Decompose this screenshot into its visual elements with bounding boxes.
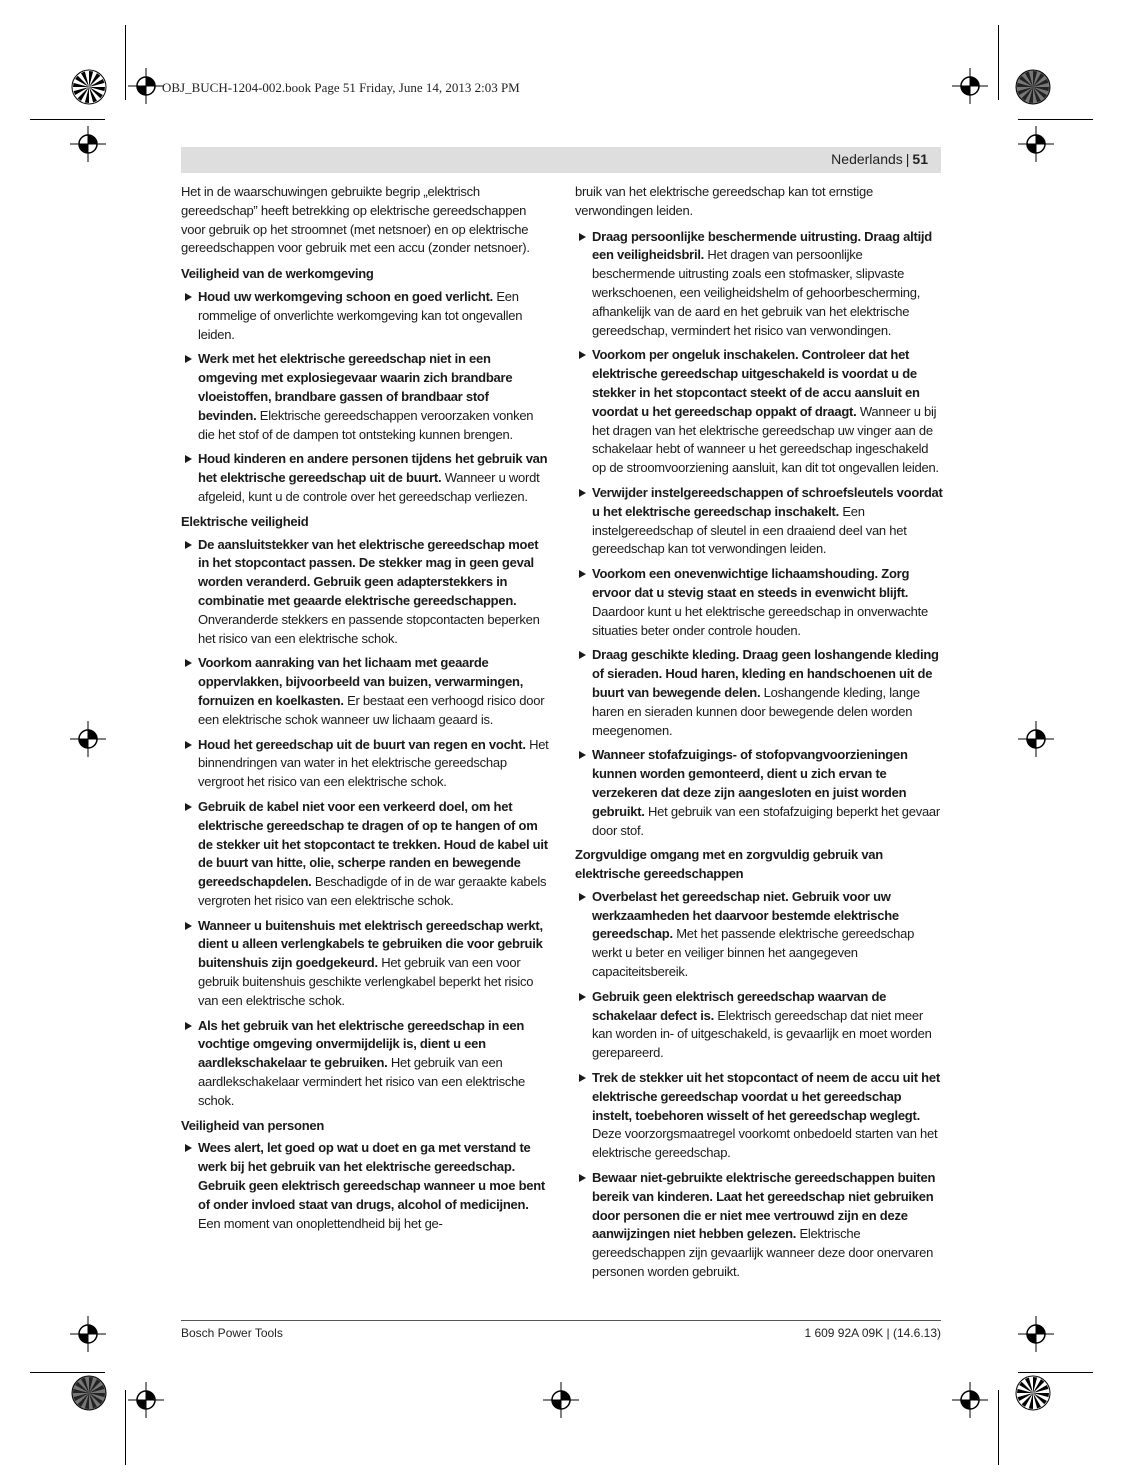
list-item	[575, 346, 943, 478]
registration-mark-icon	[543, 1382, 579, 1418]
item-bold: Voorkom aanraking van het lichaam met geaarde oppervlakken, bijvoorbeeld van buizen, verwarmingen, fornuizen en koelkasten.	[198, 655, 524, 708]
item-bold: Wanneer u buitenshuis met elektrisch gereedschap werkt, dient u alleen verlengkabels te gebruiken die voor gebruik buitenshuis zijn goedgekeurd.	[198, 917, 543, 971]
section-heading: Veiligheid van de werkomgeving	[181, 266, 374, 282]
list-item	[575, 484, 943, 559]
left-column	[181, 183, 549, 1239]
crop-line	[125, 1390, 126, 1465]
crop-line	[998, 25, 999, 100]
item-text: Met het passende elektrische gereedschap werkt u beter en veiliger binnen het aangegeven capaciteitsbereik.	[592, 926, 915, 980]
registration-mark-icon	[70, 721, 106, 757]
bullet-arrow-icon	[185, 803, 192, 811]
star-target-left-icon	[70, 68, 108, 106]
registration-mark-icon	[952, 1382, 988, 1418]
bullet-arrow-icon	[579, 651, 586, 659]
list-item	[181, 350, 549, 444]
continuation-paragraph: bruik van het elektrische gereedschap kan tot ernstige verwondingen leiden.	[575, 184, 873, 218]
bullet-arrow-icon	[185, 922, 192, 930]
item-bold: Draag persoonlijke beschermende uitrusting. Draag altijd een veiligheidsbril.	[592, 228, 932, 263]
item-bold: Draag geschikte kleding. Draag geen loshangende kleding of sieraden. Houd haren, kleding en handschoenen uit de buurt van bewegende delen.	[592, 647, 939, 700]
list-item	[575, 888, 943, 982]
list-item	[181, 798, 549, 911]
footer-divider	[181, 1320, 941, 1321]
item-text: Loshangende kleding, lange haren en sieraden kunnen door bewegende delen worden meegenomen.	[592, 684, 920, 738]
crop-line	[30, 1372, 105, 1373]
item-bold: Voorkom een onevenwichtige lichaamshouding. Zorg ervoor dat u stevig staat en steeds in evenwicht blijft.	[592, 566, 910, 600]
item-text: Het binnendringen van water in het elektrische gereedschap vergroot het risico van een elektrische schok.	[198, 736, 549, 790]
item-text: Er bestaat een verhoogd risico door een elektrische schok wanneer uw lichaam geaard is.	[198, 692, 545, 727]
bullet-arrow-icon	[579, 233, 586, 241]
bullet-arrow-icon	[579, 351, 586, 359]
bullet-arrow-icon	[185, 455, 192, 463]
item-bold: Voorkom per ongeluk inschakelen. Controleer dat het elektrische gereedschap uitgeschakeld is voordat u de stekker in het stopcontact steekt of de accu aansluit en voordat u het gereedschap oppakt of draagt.	[592, 347, 920, 419]
registration-mark-icon	[952, 68, 988, 104]
bullet-arrow-icon	[185, 293, 192, 301]
section-heading: Elektrische veiligheid	[181, 513, 309, 529]
section-name: Nederlands	[831, 151, 903, 167]
item-bold: Wanneer stofafzuigings- of stofopvangvoorzieningen kunnen worden gemonteerd, dient u zich ervan te verzekeren dat deze zijn aangesloten en juist worden gebruikt.	[592, 747, 908, 819]
bullet-arrow-icon	[185, 1144, 192, 1152]
intro-paragraph: Het in de waarschuwingen gebruikte begrip „elektrisch gereedschap” heeft betrekking op elektrische gereedschappen voor gebruik op het stroomnet (met netsnoer) en op elektrische gereedschappen voor gebruik met een accu (zonder netsnoer).	[181, 184, 530, 256]
bullet-arrow-icon	[185, 1022, 192, 1030]
print-header: OBJ_BUCH-1204-002.book Page 51 Friday, June 14, 2013 2:03 PM	[162, 80, 520, 95]
star-target-left-icon	[70, 1374, 108, 1412]
section-heading: Veiligheid van personen	[181, 1117, 325, 1133]
bullet-arrow-icon	[185, 659, 192, 667]
bullet-arrow-icon	[579, 993, 586, 1001]
item-bold: Verwijder instelgereedschappen of schroefsleutels voordat u het elektrische gereedschap inschakelt.	[592, 484, 943, 519]
bullet-arrow-icon	[579, 570, 586, 578]
item-bold: Wees alert, let goed op wat u doet en ga met verstand te werk bij het gebruik van het elektrische gereedschap. Gebruik geen elektrisch gereedschap wanneer u moe bent of onder invloed staat van drugs, alcohol of medicijnen.	[198, 1140, 546, 1212]
registration-mark-icon	[128, 68, 164, 104]
right-column	[575, 183, 943, 1288]
item-bold: Trek de stekker uit het stopcontact of neem de accu uit het elektrische gereedschap voordat u het gereedschap instelt, toebehoren wisselt of het gereedschap weglegt.	[592, 1070, 940, 1123]
list-item	[575, 565, 943, 640]
item-text: Elektrisch gereedschap dat niet meer kan worden in- of uitgeschakeld, is gevaarlijk en moet worden gerepareerd.	[592, 1007, 932, 1061]
item-bold: Werk met het elektrische gereedschap niet in een omgeving met explosiegevaar waarin zich brandbare vloeistoffen, brandbare gassen of brandbaar stof bevinden.	[198, 351, 513, 423]
bullet-arrow-icon	[579, 1074, 586, 1082]
registration-mark-icon	[128, 1382, 164, 1418]
item-bold: Als het gebruik van het elektrische gereedschap in een vochtige omgeving onvermijdelijk is, dient u een aardlekschakelaar te gebruiken.	[198, 1017, 525, 1071]
bullet-arrow-icon	[185, 541, 192, 549]
registration-mark-icon	[1018, 721, 1054, 757]
item-bold: Houd het gereedschap uit de buurt van regen en vocht.	[198, 736, 526, 752]
item-bold: Overbelast het gereedschap niet. Gebruik voor uw werkzaamheden het daarvoor bestemde elektrische gereedschap.	[592, 888, 899, 942]
list-item	[181, 288, 549, 344]
list-item	[181, 1139, 549, 1233]
item-bold: Gebruik geen elektrisch gereedschap waarvan de schakelaar defect is.	[592, 988, 887, 1023]
item-text: Een moment van onoplettendheid bij het ge-	[198, 1215, 443, 1231]
bullet-arrow-icon	[579, 489, 586, 497]
header-label	[831, 151, 928, 167]
list-item	[575, 646, 943, 740]
item-bold: Houd kinderen en andere personen tijdens het gebruik van het elektrische gereedschap uit de buurt.	[198, 451, 548, 486]
crop-line	[125, 25, 126, 100]
item-text: Elektrische gereedschappen veroorzaken vonken die het stof of de dampen tot ontsteking kunnen brengen.	[198, 407, 534, 442]
item-bold: Gebruik de kabel niet voor een verkeerd doel, om het elektrische gereedschap te dragen of op te hangen of om de stekker uit het stopcontact te trekken. Houd de kabel uit de buurt van hitte, olie, scherpe randen en bewegende gereedschapdelen.	[198, 798, 548, 890]
list-item	[181, 917, 549, 1011]
item-text: Het dragen van persoonlijke beschermende uitrusting zoals een stofmasker, slipvaste werkschoenen, een veiligheidshelm of gehoorbescherming, afhankelijk van de aard en het gebruik van het elektrische gereedschap, vermindert het risico van verwondingen.	[592, 247, 921, 338]
list-item	[575, 988, 943, 1063]
item-text: Deze voorzorgsmaatregel voorkomt onbedoeld starten van het elektrische gereedschap.	[592, 1126, 938, 1161]
item-text: Een rommelige of onverlichte werkomgeving kan tot ongevallen leiden.	[198, 288, 523, 342]
section-heading: Zorgvuldige omgang met en zorgvuldig gebruik van elektrische gereedschappen	[575, 847, 883, 882]
header-separator: |	[905, 151, 910, 167]
item-text: Het gebruik van een stofafzuiging beperkt het gevaar door stof.	[592, 803, 940, 838]
crop-line	[998, 1390, 999, 1465]
star-target-right-icon	[1014, 1374, 1052, 1412]
list-item	[575, 746, 943, 840]
list-item	[575, 1069, 943, 1163]
bullet-arrow-icon	[579, 893, 586, 901]
list-item	[575, 1169, 943, 1282]
registration-mark-icon	[70, 1316, 106, 1352]
item-text: Daardoor kunt u het elektrische gereedschap in onverwachte situaties beter onder controle houden.	[592, 603, 928, 638]
item-text: Elektrische gereedschappen zijn gevaarlijk wanneer deze door onervaren personen worden gebruikt.	[592, 1226, 934, 1280]
page-number: 51	[912, 151, 928, 167]
item-text: Een instelgereedschap of sleutel in een draaiend deel van het gereedschap kan tot verwondingen leiden.	[592, 503, 907, 557]
item-text: Wanneer u wordt afgeleid, kunt u de controle over het gereedschap verliezen.	[198, 470, 540, 504]
crop-line	[30, 119, 105, 120]
bullet-arrow-icon	[579, 1174, 586, 1182]
crop-line	[1018, 119, 1093, 120]
footer-brand: Bosch Power Tools	[181, 1326, 283, 1340]
registration-mark-icon	[70, 126, 106, 162]
list-item	[181, 736, 549, 792]
item-text: Beschadigde of in de war geraakte kabels vergroten het risico van een elektrische schok.	[198, 874, 547, 908]
bullet-arrow-icon	[579, 751, 586, 759]
item-bold: Houd uw werkomgeving schoon en goed verlicht.	[198, 288, 494, 304]
item-text: Het gebruik van een aardlekschakelaar vermindert het risico van een elektrische schok.	[198, 1055, 526, 1108]
crop-line	[1018, 1372, 1093, 1373]
item-text: Het gebruik van een voor gebruik buitenshuis geschikte verlengkabel beperkt het risico van een elektrische schok.	[198, 955, 534, 1008]
registration-mark-icon	[1018, 1316, 1054, 1352]
item-text: Wanneer u bij het dragen van het elektrische gereedschap uw vinger aan de schakelaar hebt of wanneer u het gereedschap ingeschakeld op de stroomvoorziening aansluit, kan dit tot ongevallen leiden.	[592, 403, 939, 476]
bullet-arrow-icon	[185, 741, 192, 749]
footer-docnumber: 1 609 92A 09K | (14.6.13)	[804, 1326, 941, 1340]
item-text: Onveranderde stekkers en passende stopcontacten beperken het risico van een elektrische schok.	[198, 611, 540, 646]
list-item	[181, 654, 549, 729]
list-item	[181, 450, 549, 506]
list-item	[181, 536, 549, 649]
list-item	[181, 1017, 549, 1111]
item-bold: Bewaar niet-gebruikte elektrische gereedschappen buiten bereik van kinderen. Laat het gereedschap niet gebruiken door personen die er niet mee vertrouwd zijn en deze aanwijzingen niet hebben gelezen.	[592, 1170, 936, 1242]
page-header	[181, 147, 941, 173]
bullet-arrow-icon	[185, 355, 192, 363]
registration-mark-icon	[1018, 126, 1054, 162]
item-bold: De aansluitstekker van het elektrische gereedschap moet in het stopcontact passen. De stekker mag in geen geval worden veranderd. Gebruik geen adapterstekkers in combinatie met geaarde elektrische gereedschappen.	[198, 536, 539, 608]
list-item	[575, 228, 943, 341]
star-target-right-icon	[1014, 68, 1052, 106]
